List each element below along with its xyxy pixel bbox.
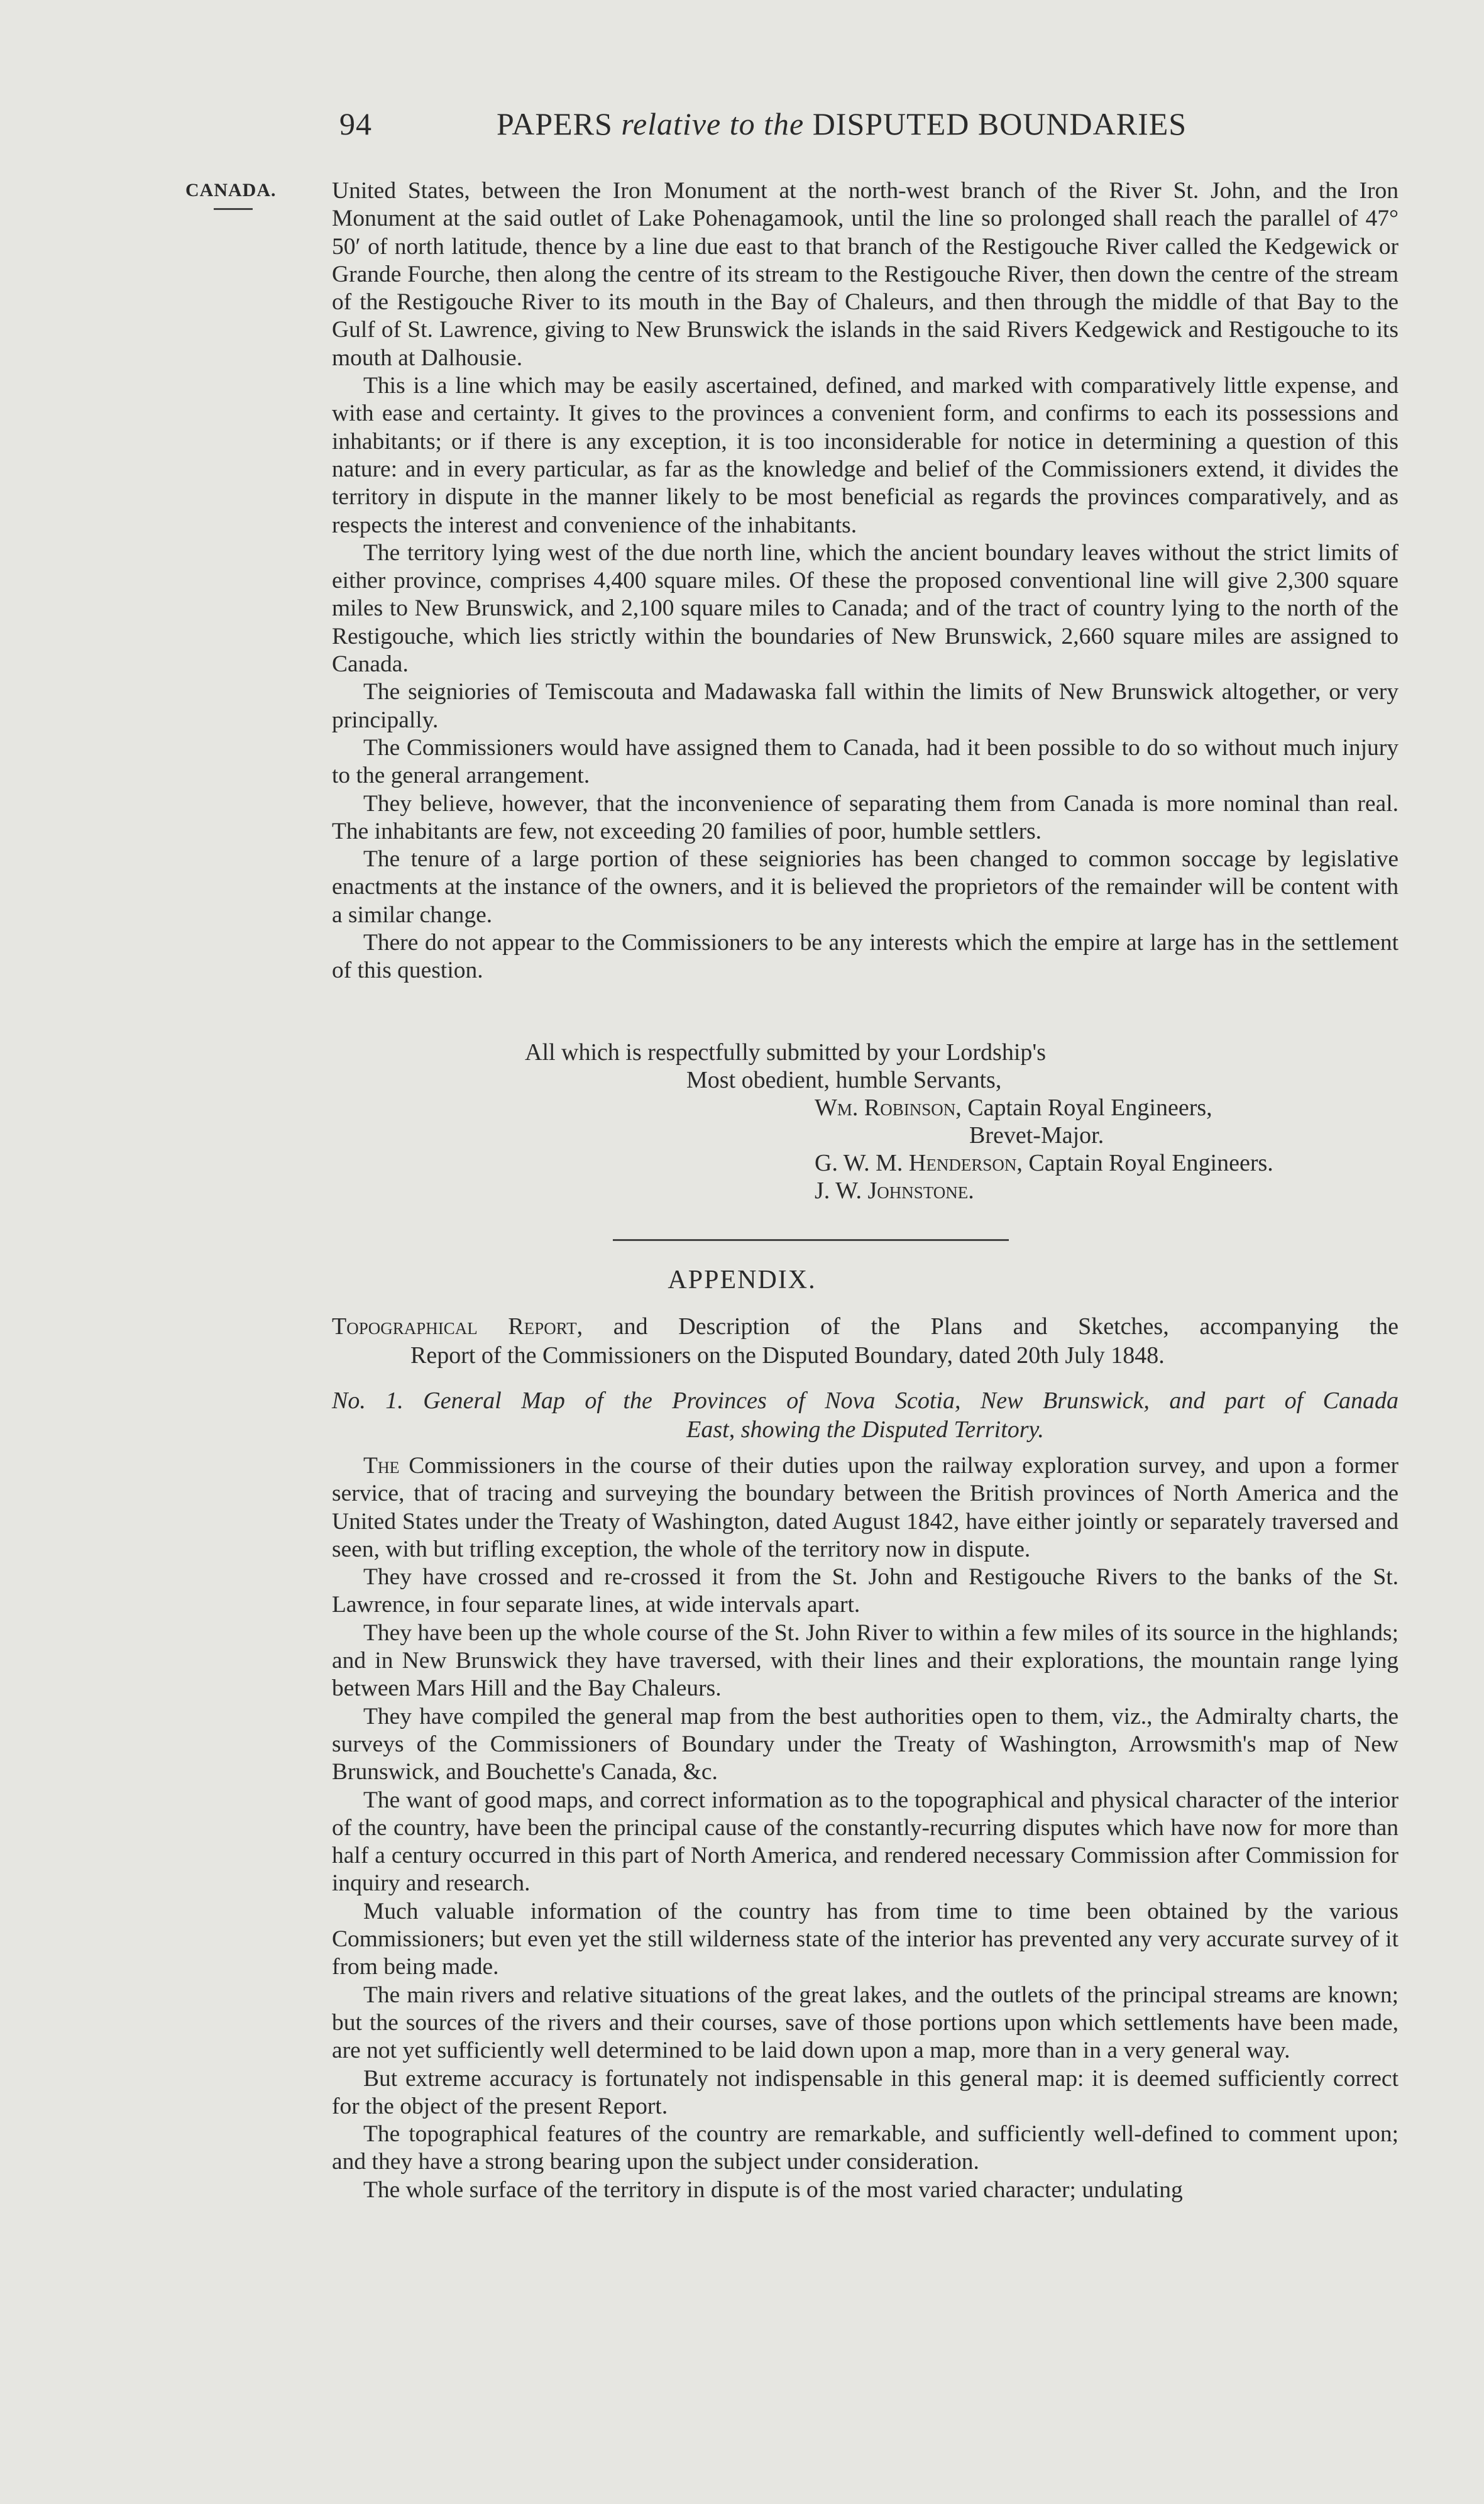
map-caption-line2: East, showing the Disputed Territory. (686, 1416, 1044, 1443)
margin-label: CANADA. (185, 180, 277, 201)
signatory-title: Brevet-Major. (969, 1122, 1104, 1149)
page-header (339, 106, 1257, 142)
map-caption (332, 1386, 1399, 1444)
page-number: 94 (339, 106, 372, 141)
signatory-name: G. W. M. Henderson (815, 1150, 1017, 1176)
header-title-part1: PAPERS (497, 106, 613, 141)
signature-robinson (815, 1094, 1212, 1122)
appendix-paragraph (332, 1452, 1399, 1564)
signatory-name: J. W. Johnstone (815, 1178, 969, 1204)
appendix-paragraph: The topographical features of the country are remarkable, and sufficiently well-defined to comment upon; and they have a strong bearing upon the subject under consideration. (332, 2121, 1399, 2175)
topo-title-smallcaps: Topographical Report (332, 1313, 577, 1340)
appendix-paragraph: They have been up the whole course of the St. John River to within a few miles of its source in the highlands; and in New Brunswick they have traversed, with their lines and their explorations, the mountain range lying between Mars Hill and the Bay Chaleurs. (332, 1619, 1399, 1702)
header-title-italic: relative to the (621, 106, 805, 141)
section-divider (613, 1239, 1009, 1241)
report-paragraph: The seigniories of Temiscouta and Madawaska fall within the limits of New Brunswick altogether, or very principally. (332, 679, 1399, 733)
topo-title-line2: Report of the Commissioners on the Disputed Boundary, dated 20th July 1848. (410, 1342, 1165, 1369)
closing-servants: Most obedient, humble Servants, (686, 1067, 1002, 1093)
lead-paragraph-text: Commissioners in the course of their duties upon the railway exploration survey, and upon a former service, that of tracing and surveying the boundary between the British provinces of North America and the United States under the Treaty of Washington, dated August 1842, have either jointly or separately traversed and seen, with but trifling exception, the whole of the territory now in dispute. (332, 1453, 1399, 1562)
appendix-text (332, 1452, 1399, 2204)
appendix-paragraph: They have compiled the general map from the best authorities open to them, viz., the Admiralty charts, the surveys of the Commissioners of Boundary under the Treaty of Washington, Arrowsmith's map of New Brunswick, and Bouchette's Canada, &c. (332, 1703, 1399, 1785)
margin-rule (214, 208, 253, 210)
report-paragraph: The Commissioners would have assigned them to Canada, had it been possible to do so without much injury to the general arrangement. (332, 734, 1399, 789)
lead-word: The (363, 1453, 400, 1479)
topo-title-rest: , and Description of the Plans and Sketches, accompanying the (576, 1313, 1399, 1340)
report-paragraph: This is a line which may be easily ascertained, defined, and marked with comparatively little expense, and with ease and certainty. It gives to the provinces a convenient form, and confirms to each its possessions and inhabitants; or if there is any exception, it is too inconsiderable for notice in determining a question of this nature: and in every particular, as far as the knowledge and belief of the Commissioners extend, it divides the territory in dispute in the manner likely to be most beneficial as regards the provinces comparatively, and as respects the interest and convenience of the inhabitants. (332, 373, 1399, 538)
report-paragraph: United States, between the Iron Monument at the north-west branch of the River St. John, and the Iron Monument at the said outlet of Lake Pohenagamook, until the line so prolonged shall reach the parallel of 47° 50′ of north latitude, thence by a line due east to that branch of the Restigouche River called the Kedgewick or Grande Fourche, then along the centre of its stream to the Restigouche River, then down the centre of the stream of the Restigouche River to its mouth in the Bay of Chaleurs, and then through the middle of that Bay to the Gulf of St. Lawrence, giving to New Brunswick the islands in the said Rivers Kedgewick and Restigouche to its mouth at Dalhousie. (332, 178, 1399, 371)
closing-line: All which is respectfully submitted by your Lordship's (525, 1039, 1047, 1066)
report-paragraph: The territory lying west of the due north line, which the ancient boundary leaves without the strict limits of either province, comprises 4,400 square miles. Of these the proposed conventional line will give 2,300 square miles to New Brunswick, and 2,100 square miles to Canada; and of the tract of country lying to the north of the Restigouche, which lies strictly within the boundaries of New Brunswick, 2,660 square miles are assigned to Canada. (332, 539, 1399, 678)
signature-rank (969, 1122, 1104, 1149)
signatory-name: Wm. Robinson (815, 1095, 956, 1121)
header-title-part2: DISPUTED BOUNDARIES (812, 106, 1187, 141)
topographical-report-title (332, 1312, 1399, 1370)
map-caption-line1: No. 1. General Map of the Provinces of Nova Scotia, New Brunswick, and part of Canada (332, 1387, 1399, 1414)
appendix-paragraph: The whole surface of the territory in dispute is of the most varied character; undulating (363, 2176, 1183, 2203)
signatory-title: , Captain Royal Engineers. (1016, 1150, 1273, 1176)
appendix-paragraph: But extreme accuracy is fortunately not indispensable in this general map: it is deemed sufficiently correct for the object of the present Report. (332, 2065, 1399, 2119)
report-paragraph: There do not appear to the Commissioners to be any interests which the empire at large has in the settlement of this question. (332, 930, 1399, 984)
signatory-title: , Captain Royal Engineers, (955, 1095, 1212, 1121)
appendix-paragraph: They have crossed and re-crossed it from the St. John and Restigouche Rivers to the banks of the St. Lawrence, in four separate lines, at wide intervals apart. (332, 1564, 1399, 1618)
signature-henderson (815, 1149, 1273, 1177)
appendix-paragraph: Much valuable information of the country has from time to time been obtained by the various Commissioners; but even yet the still wilderness state of the interior has prevented any very accurate survey of it from being made. (332, 1898, 1399, 1980)
signatory-title: . (968, 1178, 974, 1204)
signature-johnstone (815, 1177, 974, 1205)
appendix-paragraph: The main rivers and relative situations of the great lakes, and the outlets of the principal streams are known; but the sources of the rivers and their courses, save of those portions upon which settlements have been made, are not yet sufficiently well determined to be laid down upon a map, more than in a very general way. (332, 1982, 1399, 2064)
report-text (332, 177, 1399, 985)
report-paragraph: They believe, however, that the inconvenience of separating them from Canada is more nominal than real. The inhabitants are few, not exceeding 20 families of poor, humble settlers. (332, 790, 1399, 844)
appendix-heading: APPENDIX. (668, 1266, 816, 1294)
report-paragraph: The tenure of a large portion of these seigniories has been changed to common soccage by legislative enactments at the instance of the owners, and it is believed the proprietors of the remainder will be content with a similar change. (332, 846, 1399, 928)
appendix-paragraph: The want of good maps, and correct information as to the topographical and physical character of the interior of the country, have been the principal cause of the constantly-recurring disputes which have now for more than half a century occurred in this part of North America, and rendered necessary Commission after Commission for inquiry and research. (332, 1787, 1399, 1897)
